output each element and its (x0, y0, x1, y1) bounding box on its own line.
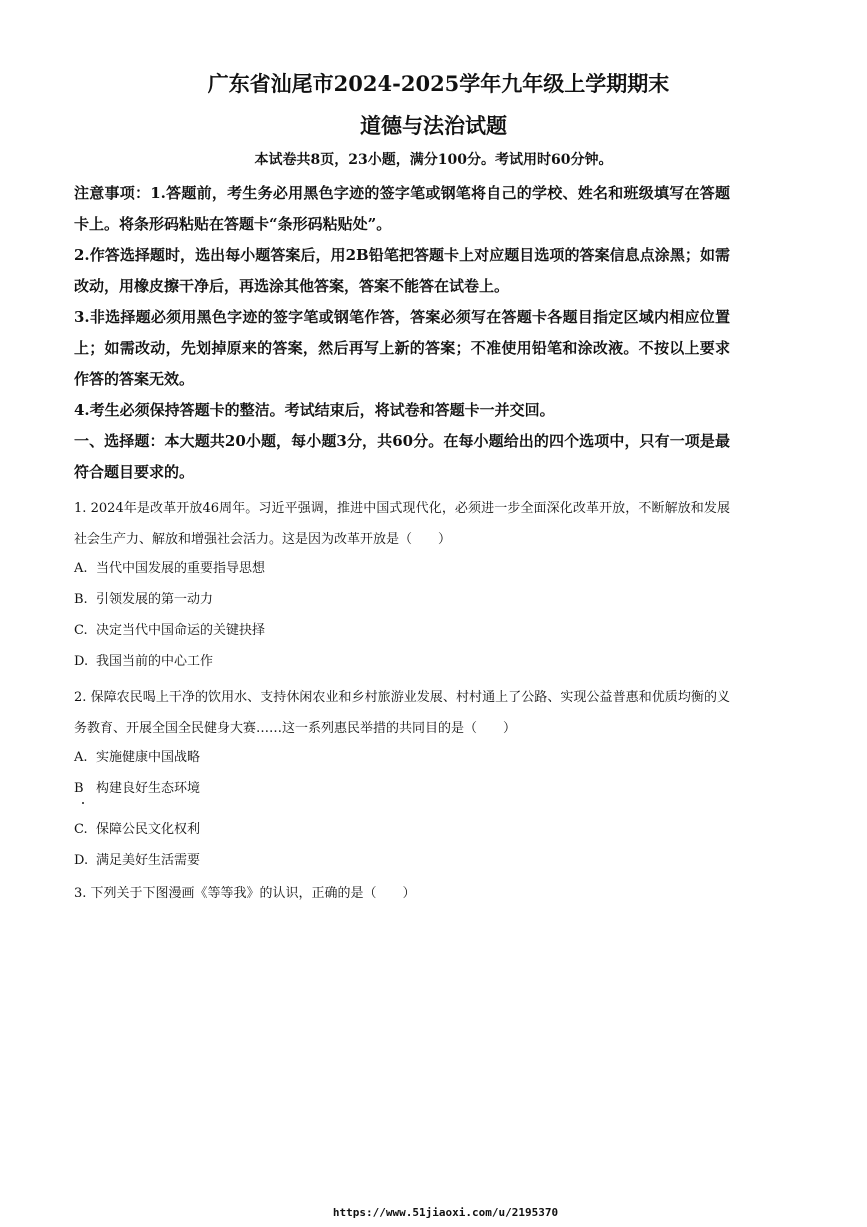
note-4: 4.考生必须保持答题卡的整洁。考试结束后，将试卷和答题卡一并交回。 (74, 401, 555, 419)
note-1: 注意事项：1.答题前，考生务必用黑色字迹的签字笔或钢笔将自己的学校、姓名和班级填写在答题卡上。将条形码粘贴在答题卡“条形码粘贴处”。 (74, 184, 730, 233)
exam-notes (74, 178, 730, 488)
exam-info: 本试卷共8页，23小题，满分100分。考试用时60分钟。 (254, 152, 613, 168)
section-heading: 一、选择题：本大题共20小题，每小题3分，共60分。在每小题给出的四个选项中，只有一项是最符合题目要求的。 (74, 432, 730, 481)
question-1-option-b: B. 引领发展的第一动力 (74, 592, 214, 607)
question-2-option-d: D. 满足美好生活需要 (74, 853, 201, 868)
question-2-stem: 2. 保障农民喝上干净的饮用水、支持休闲农业和乡村旅游业发展、村村通上了公路、实现公益普惠和优质均衡的义务教育、开展全国全民健身大赛……这一系列惠民举措的共同目的是（ ） (74, 690, 730, 736)
question-2-option-c: C. 保障公民文化权利 (74, 822, 201, 837)
footer-link[interactable]: https://www.51jiaoxi.com/u/2195370 (332, 1206, 559, 1219)
exam-title: 广东省汕尾市2024-2025学年九年级上学期期末 (207, 71, 670, 96)
exam-subject: 道德与法治试题 (360, 113, 507, 138)
question-1-option-d: D. 我国当前的中心工作 (74, 654, 214, 669)
question-1-stem: 1. 2024年是改革开放46周年。习近平强调，推进中国式现代化，必须进一步全面深化改革开放，不断解放和发展社会生产力、解放和增强社会活力。这是因为改革开放是（ ） (74, 501, 730, 547)
scan-dot (82, 802, 84, 804)
question-3-stem: 3. 下列关于下图漫画《等等我》的认识，正确的是（ ） (74, 886, 416, 901)
question-1-option-a: A. 当代中国发展的重要指导思想 (74, 561, 266, 576)
question-1-option-c: C. 决定当代中国命运的关键抉择 (74, 623, 266, 638)
question-2-option-a: A. 实施健康中国战略 (74, 750, 201, 765)
question-2-option-b: B 构建良好生态环境 (74, 781, 201, 796)
note-2: 2.作答选择题时，选出每小题答案后，用2B铅笔把答题卡上对应题目选项的答案信息点涂黑；如需改动，用橡皮擦干净后，再选涂其他答案，答案不能答在试卷上。 (74, 246, 730, 295)
note-3: 3.非选择题必须用黑色字迹的签字笔或钢笔作答，答案必须写在答题卡各题目指定区域内相应位置上；如需改动，先划掉原来的答案，然后再写上新的答案；不准使用铅笔和涂改液。不按以上要求作答的答案无效。 (74, 308, 730, 388)
footer-url[interactable] (0, 1205, 867, 1221)
